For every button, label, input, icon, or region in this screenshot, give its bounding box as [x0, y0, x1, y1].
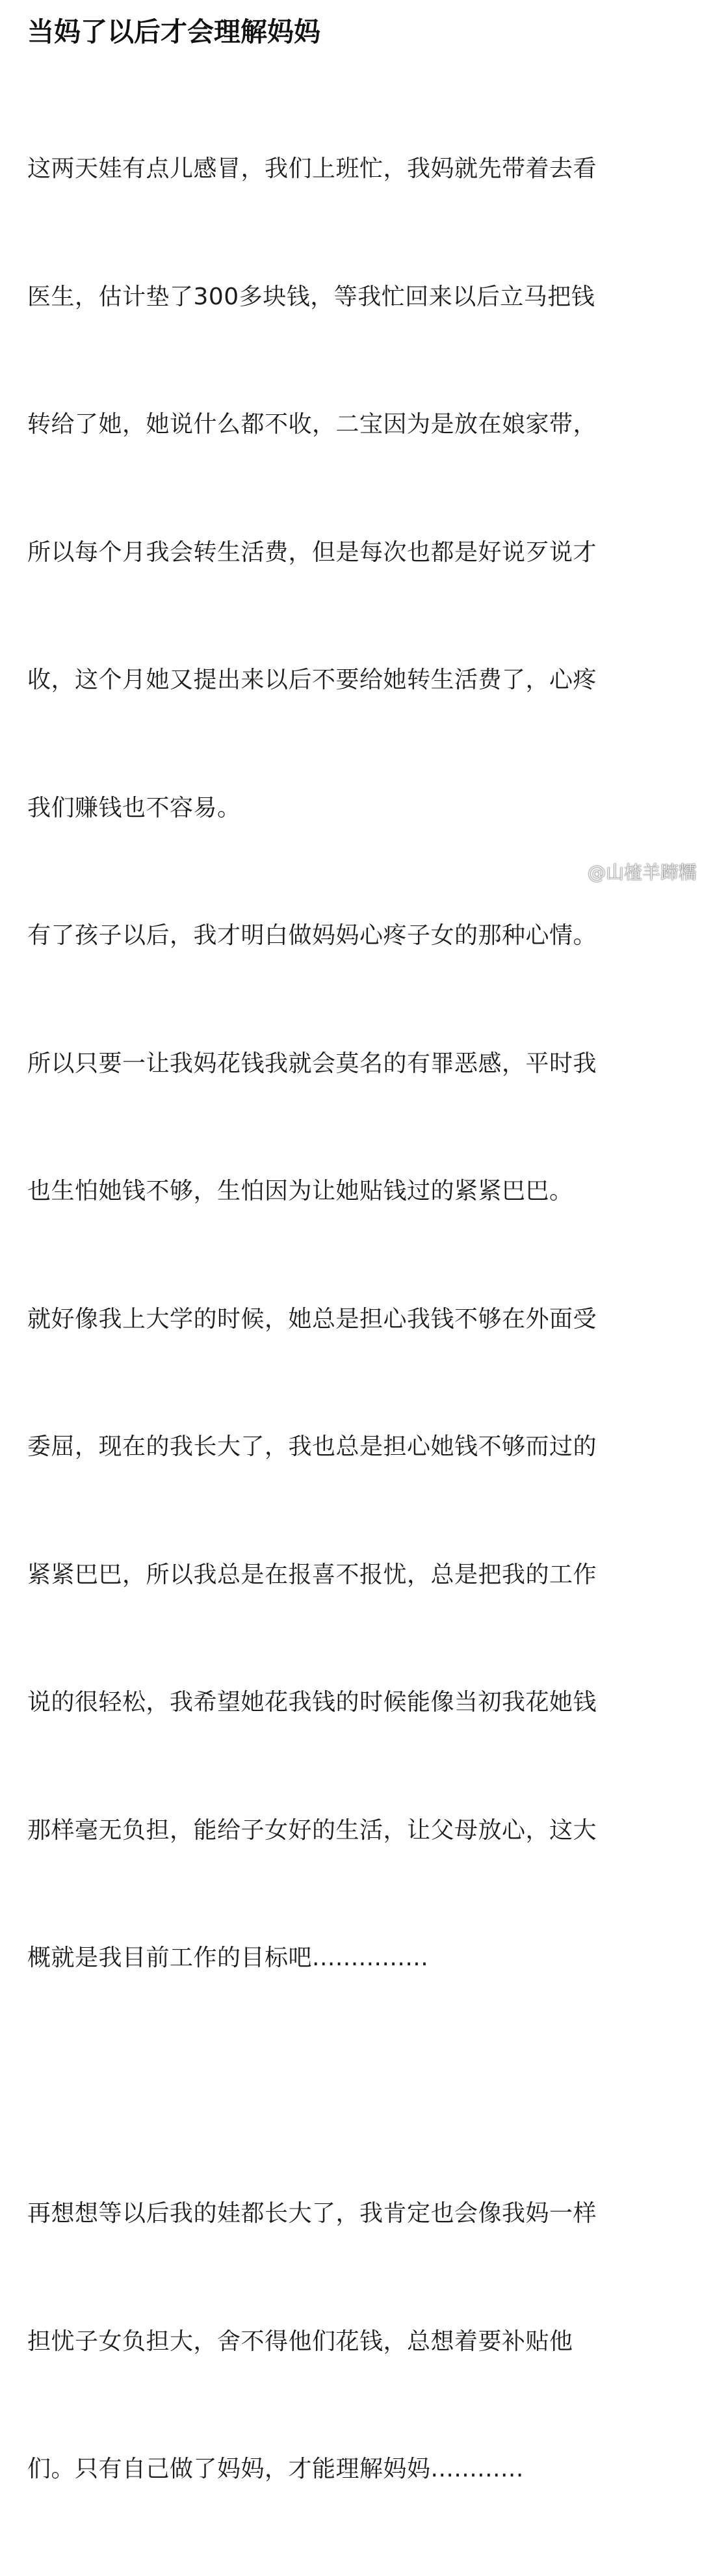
text-line: 紧紧巴巴，所以我总是在报喜不报忧，总是把我的工作 — [27, 1561, 597, 1588]
post-title: 当妈了以后才会理解妈妈 — [27, 16, 320, 47]
text-line: 有了孩子以后，我才明白做妈妈心疼子女的那种心情。 — [27, 922, 597, 949]
post-content — [27, 62, 677, 2576]
text-line: 我们赚钱也不容易。 — [27, 794, 241, 821]
post-body — [27, 13, 677, 2576]
text-line: 也生怕她钱不够，生怕因为让她贴钱过的紧紧巴巴。 — [27, 1178, 573, 1204]
blank-line — [27, 2065, 677, 2108]
text-line: 委屈，现在的我长大了，我也总是担心她钱不够而过的 — [27, 1433, 597, 1460]
text-line: 们。只有自己做了妈妈，才能理解妈妈............ — [27, 2456, 524, 2482]
text-line: 那样毫无负担，能给子女好的生活，让父母放心，这大 — [27, 1816, 597, 1844]
text-line: 收，这个月她又提出来以后不要给她转生活费了，心疼 — [27, 667, 597, 693]
watermark-text: @山楂羊蹄糯 — [587, 862, 697, 883]
text-line: 担忧子女负担大，舍不得他们花钱，总想着要补贴他 — [27, 2328, 573, 2355]
text-line: 概就是我目前工作的目标吧............... — [27, 1945, 429, 1971]
text-line: 说的很轻松，我希望她花我钱的时候能像当初我花她钱 — [27, 1689, 597, 1716]
text-line: 转给了她，她说什么都不收，二宝因为是放在娘家带， — [27, 411, 597, 438]
watermark — [562, 858, 697, 884]
text-line: 所以只要一让我妈花钱我就会莫名的有罪恶感，平时我 — [27, 1050, 597, 1077]
text-line: 就好像我上大学的时候，她总是担心我钱不够在外面受 — [27, 1305, 597, 1333]
text-line: 再想想等以后我的娃都长大了，我肯定也会像我妈一样 — [27, 2200, 597, 2227]
text-line: 这两天娃有点儿感冒，我们上班忙，我妈就先带着去看 — [27, 155, 597, 182]
weibo-icon — [562, 860, 584, 883]
text-line: 医生，估计垫了300多块钱，等我忙回来以后立马把钱 — [27, 283, 595, 310]
text-line: 所以每个月我会转生活费，但是每次也都是好说歹说才 — [27, 538, 597, 566]
